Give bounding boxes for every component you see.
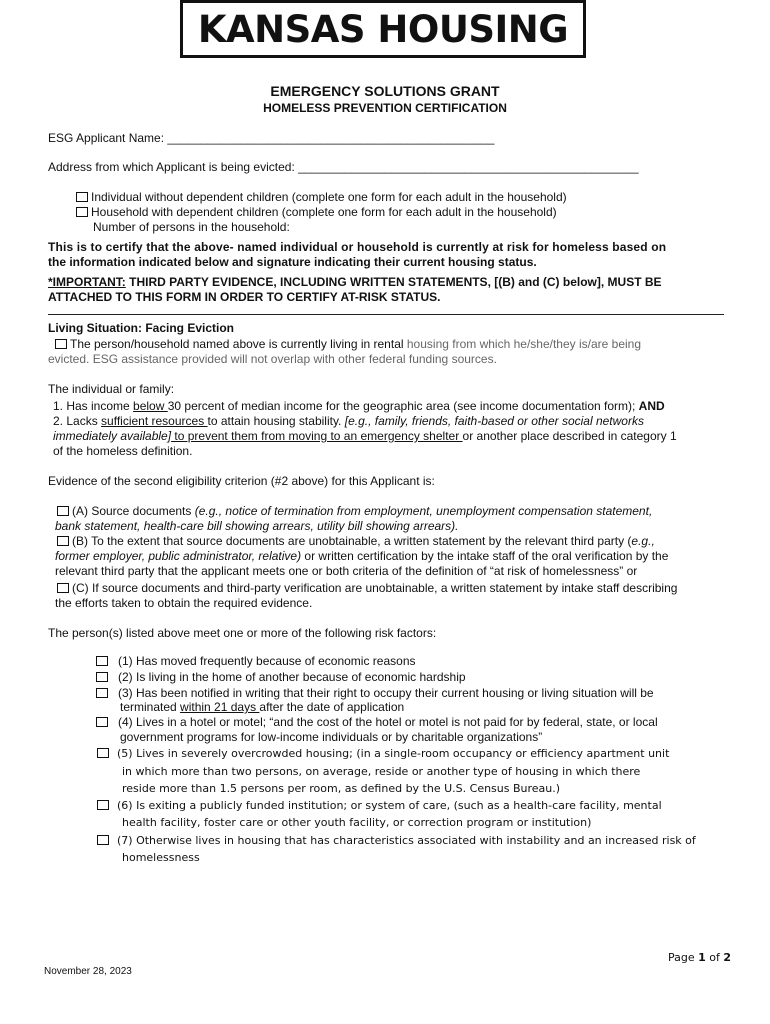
evidence-option-b-line-2: former employer, public administrator, relative) or written certification by the intake staff of the oral verification by the <box>55 549 669 563</box>
checkbox[interactable] <box>57 583 69 593</box>
checkbox[interactable] <box>96 688 108 698</box>
checkbox[interactable] <box>97 800 109 810</box>
evidence-option-a-line-2: bank statement, health-care bill showing arrears, utility bill showing arrears). <box>55 519 459 533</box>
checkbox[interactable] <box>57 536 69 546</box>
criterion-1: 1. Has income below 30 percent of median income for the geographic area (see income documentation form); AND <box>53 399 665 413</box>
applicant-name-field[interactable]: ESG Applicant Name: _________________________________________________ <box>48 131 495 145</box>
checkbox[interactable] <box>57 506 69 516</box>
risk-intro: The person(s) listed above meet one or more of the following risk factors: <box>48 626 437 640</box>
risk-factor-3-line-2: terminated within 21 days after the date of application <box>120 700 405 714</box>
evidence-intro: Evidence of the second eligibility criterion (#2 above) for this Applicant is: <box>48 474 435 488</box>
criterion-2-line-3: of the homeless definition. <box>53 444 193 458</box>
checkbox[interactable] <box>76 192 88 202</box>
checkbox[interactable] <box>96 656 108 666</box>
checkbox[interactable] <box>97 748 109 758</box>
living-situation-heading: Living Situation: Facing Eviction <box>48 321 235 335</box>
certify-line-2: the information indicated below and signature indicating their current housing status. <box>48 255 537 269</box>
logo <box>180 0 586 58</box>
document-subtitle: HOMELESS PREVENTION CERTIFICATION <box>263 101 507 115</box>
living-situation-line-1[interactable]: The person/household named above is currently living in rental housing from which he/she/they is/are being <box>55 337 641 352</box>
checkbox[interactable] <box>96 717 108 727</box>
checkbox[interactable] <box>76 207 88 217</box>
certify-line-1: This is to certify that the above- named individual or household is currently at risk for homeless based on <box>48 240 667 254</box>
evidence-option-a[interactable]: (A) Source documents (e.g., notice of termination from employment, unemployment compensation statement, <box>57 504 652 519</box>
checkbox[interactable] <box>55 339 67 349</box>
evidence-option-b-line-3: relevant third party that the applicant meets one or both criteria of the definition of “at risk of homelessness” or <box>55 564 638 578</box>
checkbox[interactable] <box>97 835 109 845</box>
risk-factor-5-line-2: in which more than two persons, on average, reside or another type of housing in which there <box>122 765 641 778</box>
evidence-option-c[interactable]: (C) If source documents and third-party verification are unobtainable, a written statement by intake staff describing <box>57 581 677 596</box>
risk-factor-3[interactable]: (3) Has been notified in writing that their right to occupy their current housing or living situation will be <box>96 686 654 701</box>
important-line-2: ATTACHED TO THIS FORM IN ORDER TO CERTIFY AT-RISK STATUS. <box>48 290 441 304</box>
footer-date: November 28, 2023 <box>44 966 132 977</box>
risk-factor-7[interactable]: (7) Otherwise lives in housing that has characteristics associated with instability and an increased risk of <box>97 833 696 848</box>
criterion-2-line-2: immediately available] to prevent them from moving to an emergency shelter or another place described in category 1 <box>53 429 677 443</box>
risk-factor-7-line-2: homelessness <box>122 851 200 864</box>
risk-factor-2[interactable]: (2) Is living in the home of another because of economic hardship <box>96 670 466 685</box>
document-title: EMERGENCY SOLUTIONS GRANT <box>270 83 500 99</box>
risk-factor-5-line-3: reside more than 1.5 persons per room, as defined by the U.S. Census Bureau.) <box>122 782 561 795</box>
logo-text: KANSAS HOUSING <box>197 7 569 51</box>
risk-factor-5[interactable]: (5) Lives in severely overcrowded housing; (in a single-room occupancy or efficiency apartment unit <box>97 746 669 761</box>
address-field[interactable]: Address from which Applicant is being evicted: ___________________________________________________ <box>48 160 639 174</box>
risk-factor-4[interactable]: (4) Lives in a hotel or motel; “and the cost of the hotel or motel is not paid for by federal, state, or local <box>96 715 658 730</box>
risk-factor-1[interactable]: (1) Has moved frequently because of economic reasons <box>96 654 416 669</box>
evidence-option-c-line-2: the efforts taken to obtain the required evidence. <box>55 596 313 610</box>
household-option-dependents[interactable]: Household with dependent children (complete one form for each adult in the household) <box>76 205 557 220</box>
risk-factor-6[interactable]: (6) Is exiting a publicly funded institution; or system of care, (such as a health-care facility, mental <box>97 798 662 813</box>
evidence-option-b[interactable]: (B) To the extent that source documents are unobtainable, a written statement by the relevant third party (e.g., <box>57 534 655 549</box>
individual-intro: The individual or family: <box>48 382 175 396</box>
living-situation-line-2: evicted. ESG assistance provided will not overlap with other federal funding sources. <box>48 352 497 366</box>
important-line-1: *IMPORTANT: THIRD PARTY EVIDENCE, INCLUDING WRITTEN STATEMENTS, [(B) and (C) below], MUST BE <box>48 275 662 289</box>
persons-in-household-label[interactable]: Number of persons in the household: <box>93 220 290 234</box>
household-option-individual[interactable]: Individual without dependent children (complete one form for each adult in the household) <box>76 190 567 205</box>
risk-factor-4-line-2: government programs for low-income individuals or by charitable organizations” <box>120 730 543 744</box>
divider <box>48 314 724 315</box>
criterion-2: 2. Lacks sufficient resources to attain housing stability. [e.g., family, friends, faith-based or other social networks <box>53 414 644 428</box>
checkbox[interactable] <box>96 672 108 682</box>
page-number: Page 1 of 2 <box>668 951 732 964</box>
risk-factor-6-line-2: health facility, foster care or other youth facility, or correction program or institution) <box>122 816 592 829</box>
